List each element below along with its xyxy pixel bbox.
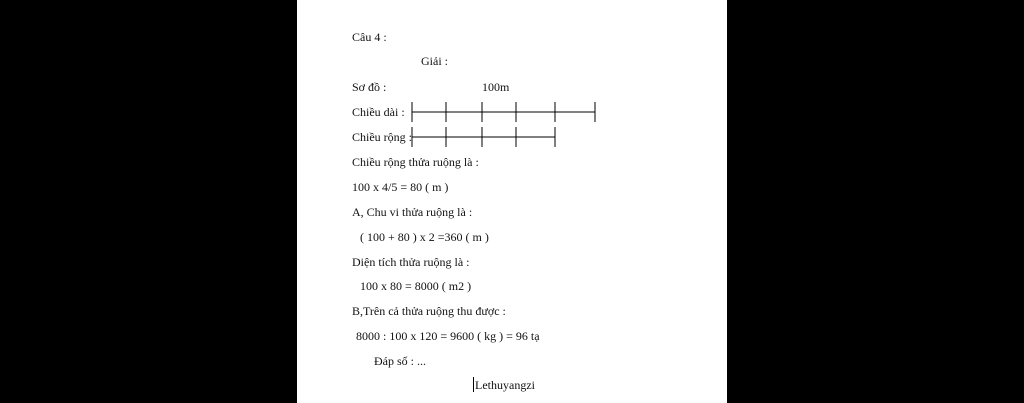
segment-diagram <box>297 0 727 160</box>
width-heading: Chiều rộng thửa ruộng là : <box>352 155 479 169</box>
yield-calculation: 8000 : 100 x 120 = 9600 ( kg ) = 96 tạ <box>356 329 540 343</box>
area-heading: Diện tích thửa ruộng là : <box>352 255 470 269</box>
perimeter-calculation: ( 100 + 80 ) x 2 =360 ( m ) <box>360 230 489 244</box>
signature: Lethuyangzi <box>475 378 535 392</box>
part-a-heading: A, Chu vi thửa ruộng là : <box>352 205 473 219</box>
diagram-label: Sơ đồ : <box>352 80 387 94</box>
part-b-heading: B,Trên cả thửa ruộng thu được : <box>352 304 506 318</box>
width-label: Chiều rộng : <box>352 130 412 144</box>
width-calculation: 100 x 4/5 = 80 ( m ) <box>352 180 449 194</box>
question-number: Câu 4 : <box>352 30 387 44</box>
answer-line: Đáp số : ... <box>374 354 426 368</box>
diagram-total-label: 100m <box>482 80 510 94</box>
document-page <box>297 0 727 403</box>
length-label: Chiều dài : <box>352 105 405 119</box>
text-cursor <box>473 377 474 392</box>
solution-heading: Giải : <box>421 54 448 68</box>
area-calculation: 100 x 80 = 8000 ( m2 ) <box>360 279 472 293</box>
